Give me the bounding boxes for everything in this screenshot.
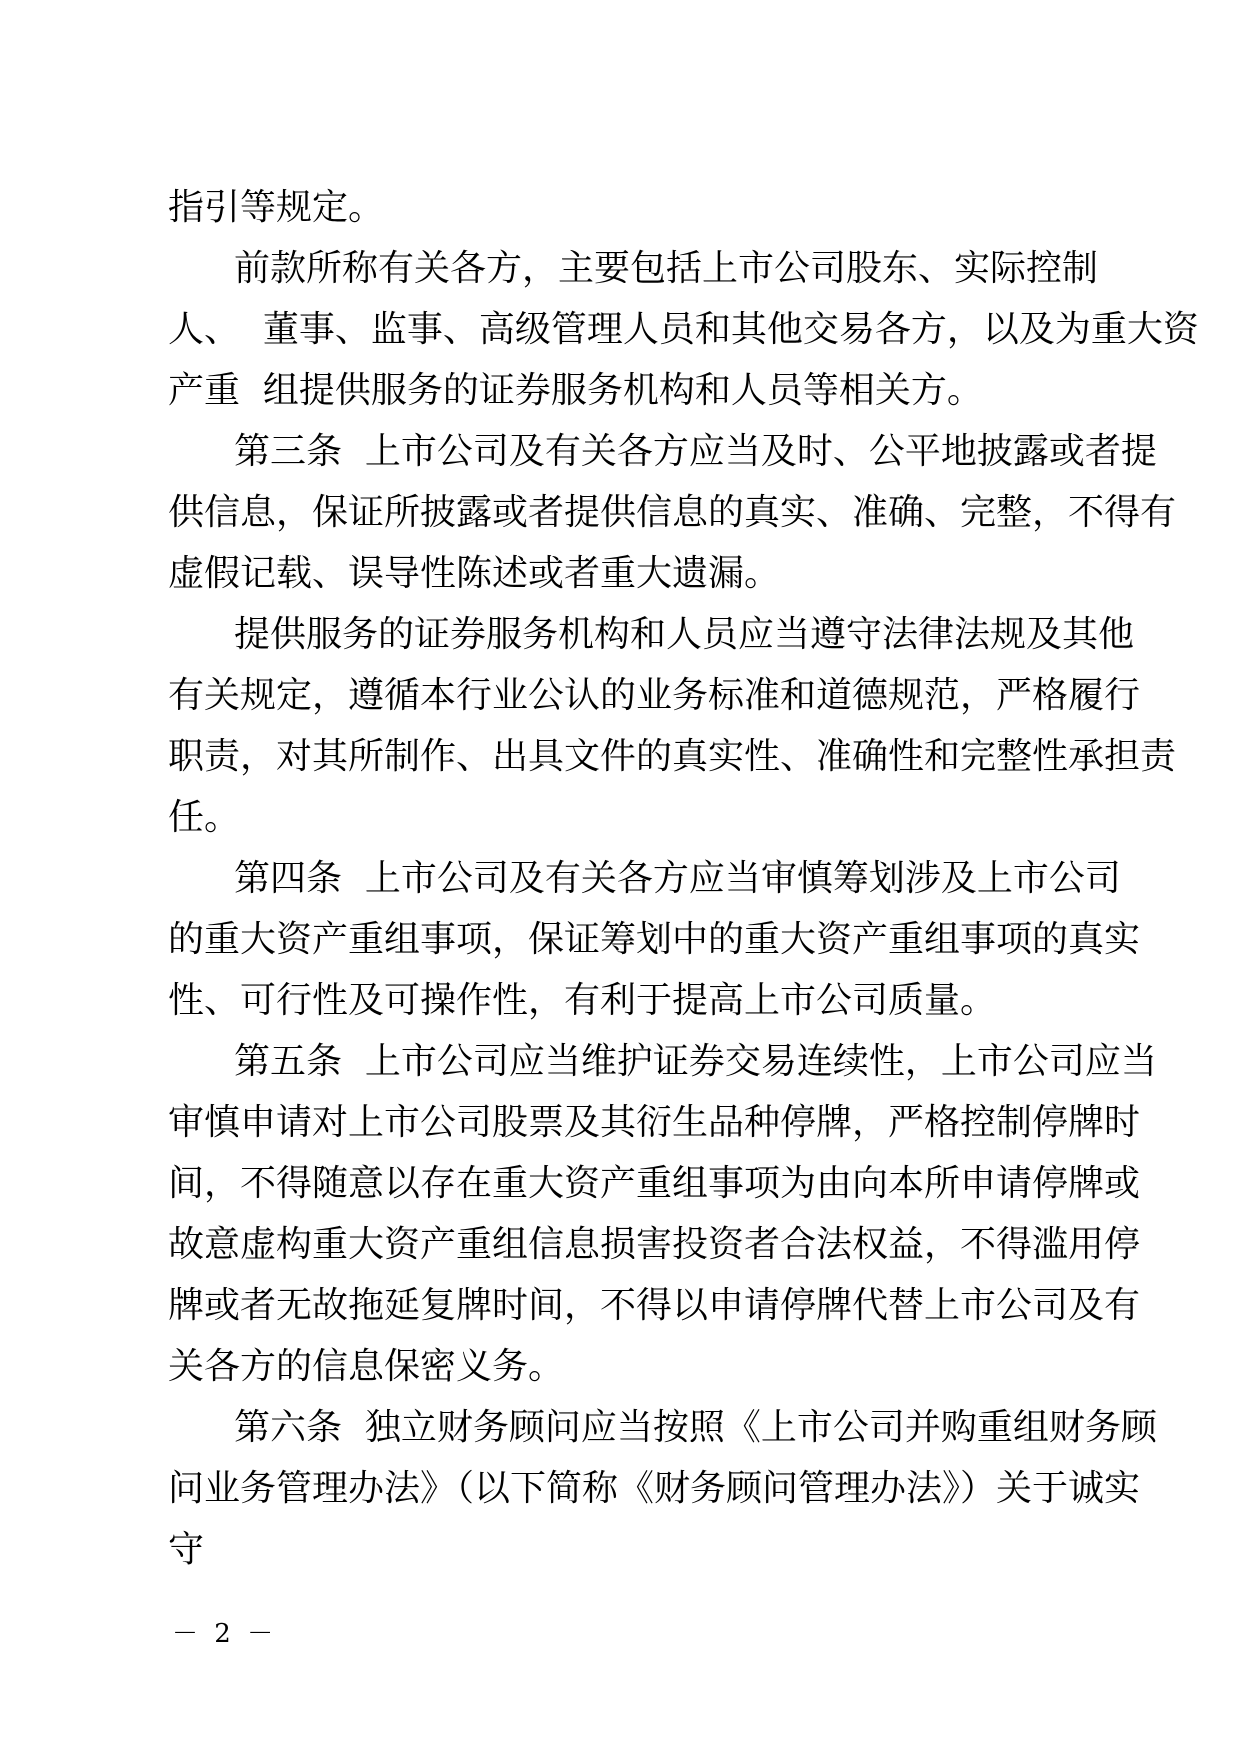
text-line-21: 第六条 独立财务顾问应当按照《上市公司并购重组财务顾: [234, 1407, 1157, 1448]
text-line-23: 守: [168, 1529, 205, 1570]
text-line-3: 人、 董事、监事、高级管理人员和其他交易各方，以及为重大资: [168, 309, 1199, 350]
text-line-7: 虚假记载、误导性陈述或者重大遗漏。: [168, 553, 781, 594]
text-line-22: 问业务管理办法》（以下简称《财务顾问管理办法》）关于诚实: [168, 1468, 1141, 1509]
text-line-15: 第五条 上市公司应当维护证券交易连续性，上市公司应当: [234, 1041, 1157, 1082]
text-line-19: 牌或者无故拖延复牌时间，不得以申请停牌代替上市公司及有: [168, 1285, 1141, 1326]
text-line-14: 性、可行性及可操作性，有利于提高上市公司质量。: [168, 980, 997, 1021]
page-number: － 2 －: [172, 1619, 278, 1649]
text-line-16: 审慎申请对上市公司股票及其衍生品种停牌，严格控制停牌时: [168, 1102, 1141, 1143]
text-line-11: 任。: [168, 797, 241, 838]
text-line-8: 提供服务的证券服务机构和人员应当遵守法律法规及其他: [234, 614, 1135, 655]
text-line-12: 第四条 上市公司及有关各方应当审慎筹划涉及上市公司: [234, 858, 1121, 899]
text-line-5: 第三条 上市公司及有关各方应当及时、公平地披露或者提: [234, 431, 1157, 472]
text-line-4: 产重 组提供服务的证券服务机构和人员等相关方。: [168, 370, 983, 411]
text-line-17: 间，不得随意以存在重大资产重组事项为由向本所申请停牌或: [168, 1163, 1141, 1204]
text-line-18: 故意虚构重大资产重组信息损害投资者合法权益，不得滥用停: [168, 1224, 1141, 1265]
text-line-9: 有关规定，遵循本行业公认的业务标准和道德规范，严格履行: [168, 675, 1141, 716]
text-line-13: 的重大资产重组事项，保证筹划中的重大资产重组事项的真实: [168, 919, 1141, 960]
text-line-6: 供信息，保证所披露或者提供信息的真实、准确、完整，不得有: [168, 492, 1177, 533]
text-line-10: 职责，对其所制作、出具文件的真实性、准确性和完整性承担责: [168, 736, 1177, 777]
text-line-20: 关各方的信息保密义务。: [168, 1346, 565, 1387]
text-line-2: 前款所称有关各方，主要包括上市公司股东、实际控制: [234, 248, 1099, 289]
text-line-1: 指引等规定。: [168, 187, 385, 228]
